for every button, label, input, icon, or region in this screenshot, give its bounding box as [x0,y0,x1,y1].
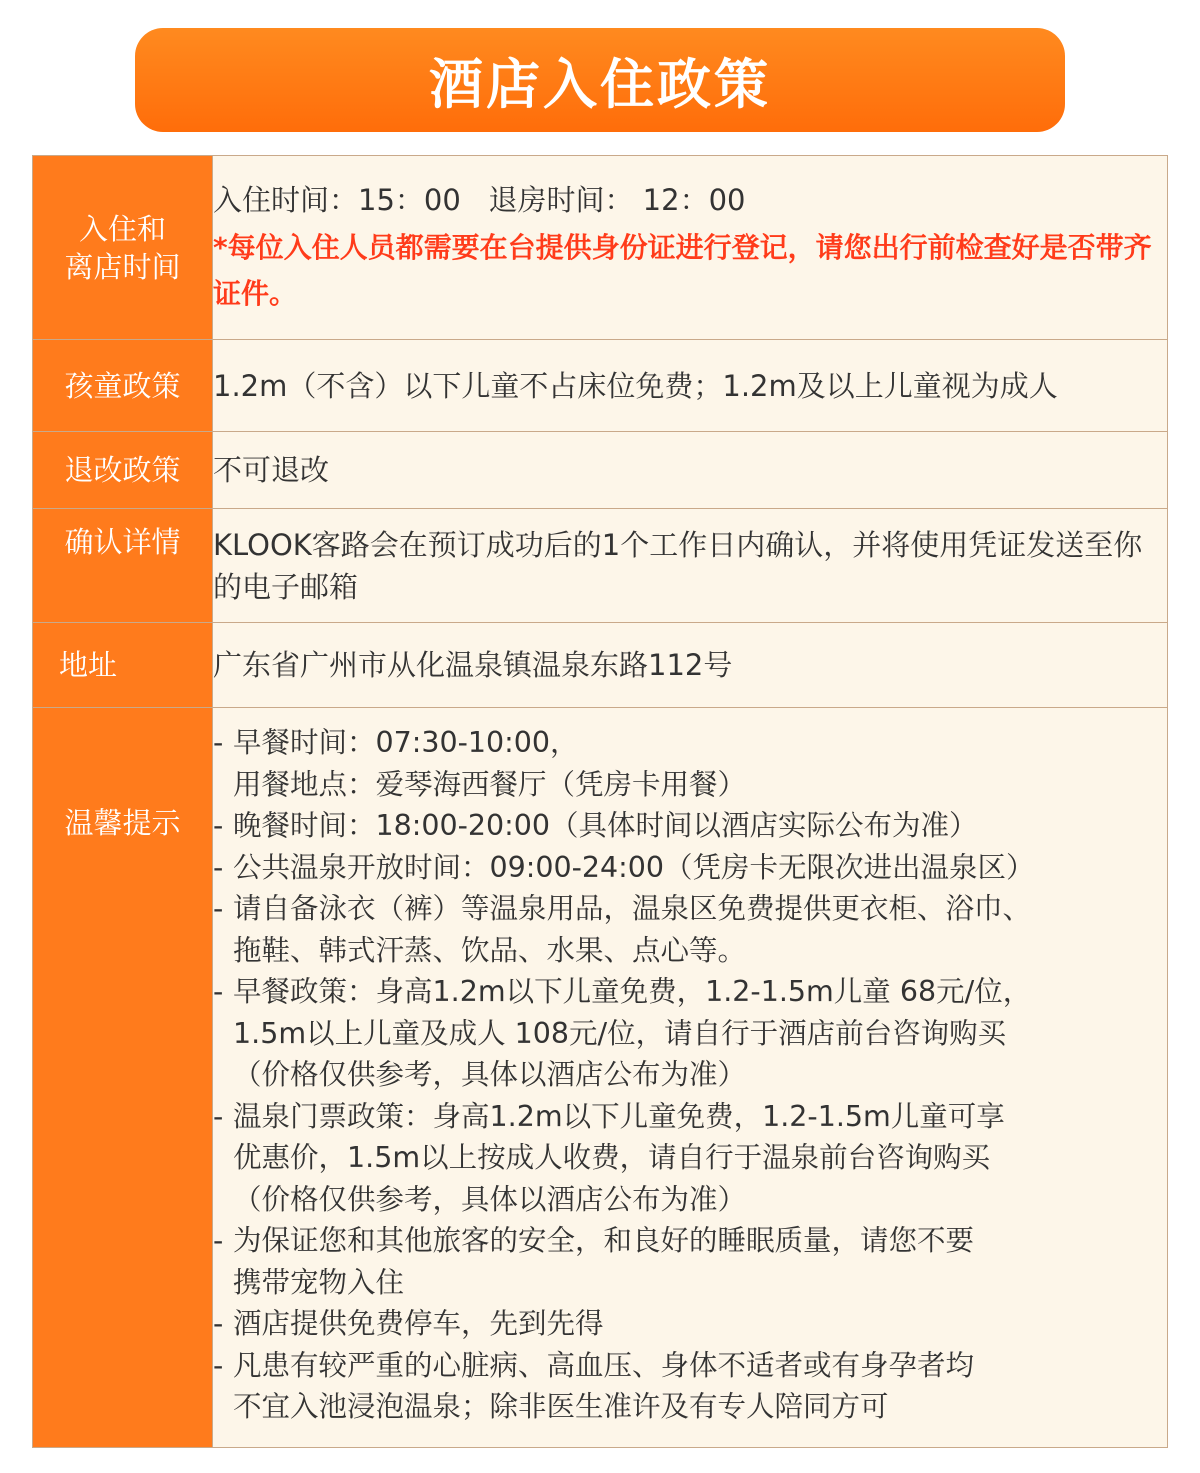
address-label: 地址 [33,623,213,708]
address-value: 广东省广州市从化温泉镇温泉东路112号 [213,623,1168,708]
refund-value: 不可退改 [213,432,1168,509]
tip-hot-spring-hours: - 公共温泉开放时间：09:00-24:00（凭房卡无限次进出温泉区） [213,847,1167,889]
children-label: 孩童政策 [33,340,213,432]
checkin-label [33,156,213,340]
policy-table [32,155,1168,1448]
row-address [33,623,1168,708]
row-refund [33,432,1168,509]
tips-value [213,708,1168,1448]
confirm-label [33,509,213,623]
confirm-label-text: 确认详情 [64,525,181,559]
checkin-label-text: 入住和 离店时间 [64,211,181,284]
tip-dinner-time: - 晚餐时间：18:00-20:00（具体时间以酒店实际公布为准） [213,805,1167,847]
tip-free-parking: - 酒店提供免费停车，先到先得 [213,1303,1167,1345]
confirm-value: KLOOK客路会在预订成功后的1个工作日内确认，并将使用凭证发送至你的电子邮箱 [213,509,1168,623]
tip-spring-ticket-policy: - 温泉门票政策：身高1.2m以下儿童免费，1.2-1.5m儿童可享 优惠价，1.5m以上按成人收费，请自行于温泉前台咨询购买 （价格仅供参考，具体以酒店公布为准） [213,1096,1167,1221]
id-notice: *每位入住人员都需要在台提供身份证进行登记，请您出行前检查好是否带齐证件。 [213,230,1152,310]
children-value: 1.2m（不含）以下儿童不占床位免费；1.2m及以上儿童视为成人 [213,340,1168,432]
checkin-times: 入住时间：15：00 退房时间： 12：00 [213,182,746,217]
tips-list [213,722,1167,1428]
tips-label-text: 温馨提示 [64,806,181,840]
tip-swimwear: - 请自备泳衣（裤）等温泉用品，温泉区免费提供更衣柜、浴巾、 拖鞋、韩式汗蒸、饮品、水果、点心等。 [213,888,1167,971]
refund-label: 退改政策 [33,432,213,509]
row-children [33,340,1168,432]
row-confirm [33,509,1168,623]
row-checkin [33,156,1168,340]
tip-health-warning: - 凡患有较严重的心脏病、高血压、身体不适者或有身孕者均 不宜入池浸泡温泉；除非医生准许及有专人陪同方可 [213,1345,1167,1428]
tips-label [33,708,213,1448]
title-banner [135,28,1065,132]
tip-no-pets: - 为保证您和其他旅客的安全，和良好的睡眠质量，请您不要 携带宠物入住 [213,1220,1167,1303]
tip-breakfast-policy: - 早餐政策：身高1.2m以下儿童免费，1.2-1.5m儿童 68元/位， 1.5m以上儿童及成人 108元/位，请自行于酒店前台咨询购买 （价格仅供参考，具体以酒店公布为准） [213,971,1167,1096]
tip-breakfast-time: - 早餐时间：07:30-10:00， 用餐地点：爱琴海西餐厅（凭房卡用餐） [213,722,1167,805]
page-title: 酒店入住政策 [429,52,771,116]
row-tips [33,708,1168,1448]
checkin-value [213,156,1168,340]
